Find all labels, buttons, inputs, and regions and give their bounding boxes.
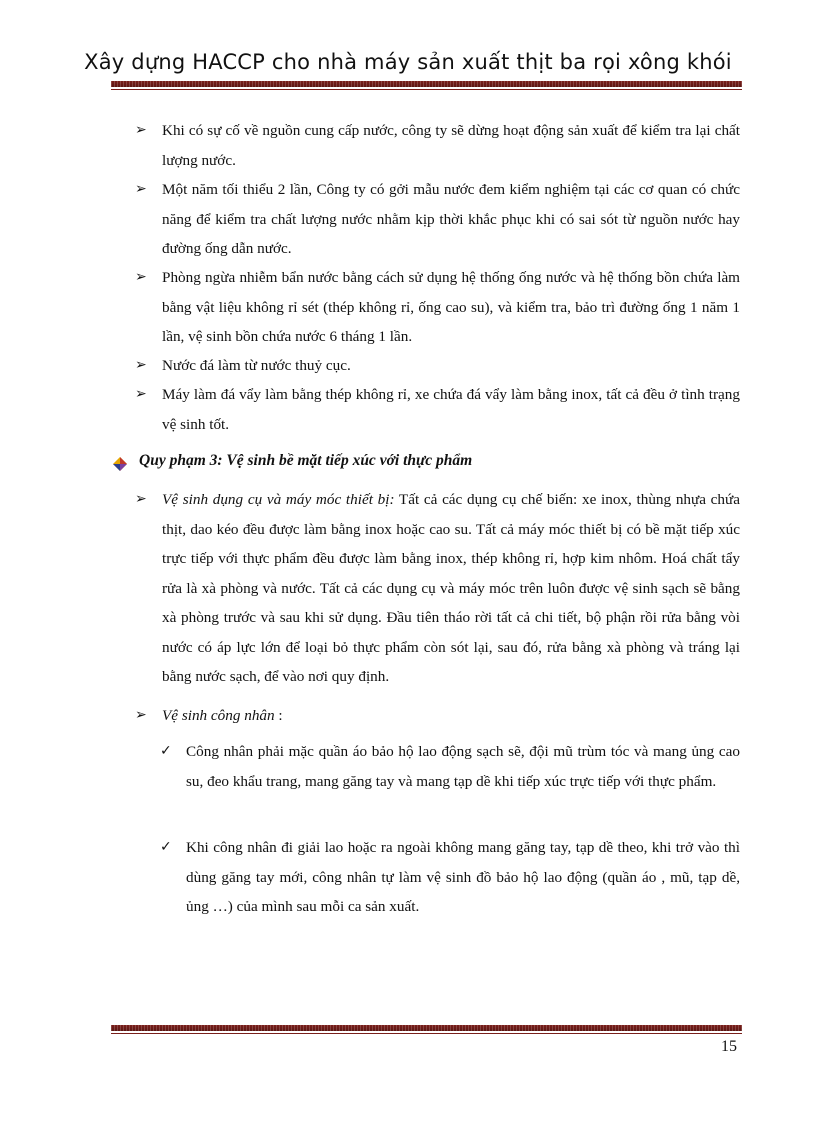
- diamond-icon: [113, 457, 127, 471]
- arrow-bullet-icon: ➢: [135, 357, 147, 373]
- header-rule: [111, 81, 742, 87]
- workers-suffix: :: [274, 707, 283, 724]
- arrow-bullet-icon: ➢: [135, 491, 147, 507]
- page-number: 15: [721, 1038, 737, 1055]
- arrow-bullet-icon: ➢: [135, 181, 147, 197]
- list-item: ➢ Khi có sự cố về nguồn cung cấp nước, công ty sẽ dừng hoạt động sản xuất để kiểm tra lại chất lượng nước.: [162, 116, 740, 175]
- check-item: ✓ Công nhân phải mặc quần áo bảo hộ lao động sạch sẽ, đội mũ trùm tóc và mang ủng cao su, đeo khẩu trang, mang găng tay và mang tạp dề khi tiếp xúc trực tiếp với thực phẩm.: [186, 737, 740, 796]
- check-icon: ✓: [160, 743, 172, 759]
- list-item-tools: [135, 485, 740, 692]
- tools-label: Vệ sinh dụng cụ và máy móc thiết bị:: [162, 491, 395, 508]
- workers-label: Vệ sinh công nhân: [162, 707, 275, 724]
- check-item: ✓ Khi công nhân đi giải lao hoặc ra ngoài không mang găng tay, tạp dề theo, khi trở vào thì dùng găng tay mới, công nhân tự làm vệ sinh đồ bảo hộ lao động (quần áo , mũ, tạp dề, ủng …) của mình sau mỗi ca sản xuất.: [186, 833, 740, 922]
- arrow-bullet-icon: ➢: [135, 707, 147, 723]
- list-item: ➢ Nước đá làm từ nước thuỷ cục.: [162, 351, 740, 381]
- list-item: ➢ Máy làm đá vẩy làm bằng thép không rỉ, xe chứa đá vẩy làm bằng inox, tất cả đều ở tình trạng vệ sinh tốt.: [162, 380, 740, 439]
- section-heading: Quy phạm 3: Vệ sinh bề mặt tiếp xúc với thực phẩm: [139, 452, 473, 469]
- arrow-bullet-icon: ➢: [135, 386, 147, 402]
- list-item: ➢ Phòng ngừa nhiễm bẩn nước bằng cách sử dụng hệ thống ống nước và hệ thống bồn chứa làm bằng vật liệu không rỉ sét (thép không rỉ, ống cao su), và kiểm tra, bảo trì đường ống 1 năm 1 lần, vệ sinh bồn chứa nước 6 tháng 1 lần.: [162, 263, 740, 352]
- arrow-bullet-icon: ➢: [135, 269, 147, 285]
- list-item: ➢ Một năm tối thiểu 2 lần, Công ty có gởi mẫu nước đem kiểm nghiệm tại các cơ quan có chức năng để kiểm tra chất lượng nước nhằm kịp thời khắc phục khi có sai sót từ nguồn nước hay đường ống dẫn nước.: [162, 175, 740, 264]
- arrow-bullet-icon: ➢: [135, 122, 147, 138]
- check-icon: ✓: [160, 839, 172, 855]
- page-header-title: Xây dựng HACCP cho nhà máy sản xuất thịt ba rọi xông khói: [84, 50, 732, 74]
- tools-text: Tất cả các dụng cụ chế biến: xe inox, thùng nhựa chứa thịt, dao kéo đều được làm bằng inox hoặc cao su. Tất cả máy móc thiết bị có bề mặt tiếp xúc trực tiếp với thực phẩm đều được làm bằng inox, thép không rỉ, hợp kim nhôm. Hoá chất tẩy rửa là xà phòng và nước. Tất cả các dụng cụ và máy móc trên luôn được vệ sinh sạch sẽ bằng xà phòng trước và sau khi sử dụng. Đầu tiên tháo rời tất cả chi tiết, bộ phận rồi rửa bằng vòi nước có áp lực lớn để loại bỏ thực phẩm còn sót lại, sau đó, rửa bằng xà phòng và tráng lại bằng nước sạch, để vào nơi quy định.: [162, 491, 740, 685]
- list-item-workers: [135, 701, 740, 731]
- footer-rule: [111, 1025, 742, 1031]
